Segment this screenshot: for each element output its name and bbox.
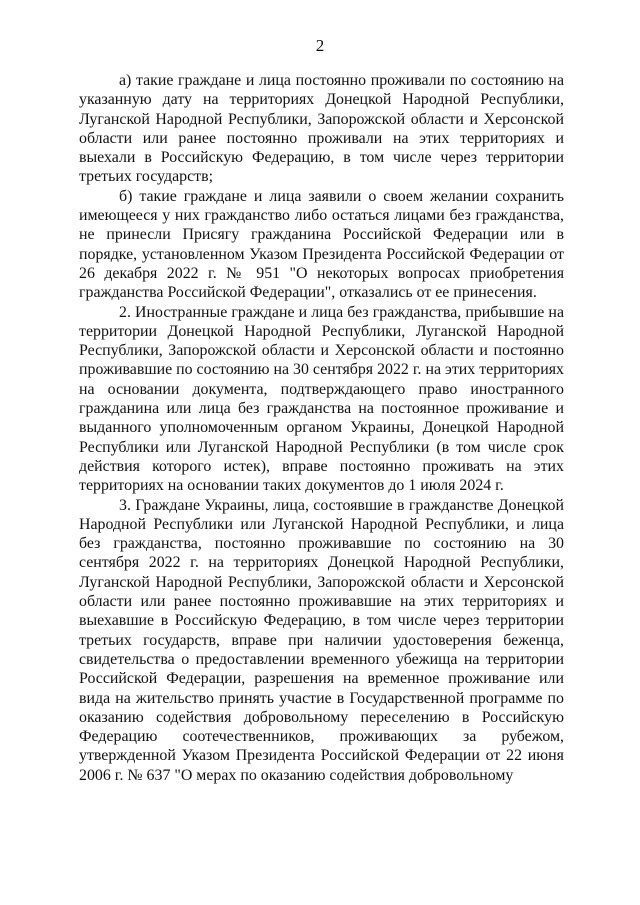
page-number: 2 xyxy=(315,36,325,55)
paragraph-a: а) такие граждане и лица постоянно проживали по состоянию на указанную дату на территориях Донецкой Народной Республики, Луганской Народной Республики, Запорожской области и Херсонской области или ранее постоянно проживали на этих территориях и выехали в Российскую Федерацию, в том числе через территории третьих государств; xyxy=(79,72,564,186)
paragraph-3: 3. Граждане Украины, лица, состоявшие в гражданстве Донецкой Народной Республики или Луганской Народной Республики, и лица без гражданства, постоянно проживавшие по состоянию на 30 сентября 2022 г. на территориях Донецкой Народной Республики, Луганской Народной Республики, Запорожской области и Херсонской области или ранее постоянно проживавшие на этих территориях и выехавшие в Российскую Федерацию, в том числе через территории третьих государств, вправе при наличии удостоверения беженца, свидетельства о предоставлении временного убежища на территории Российской Федерации, разрешения на временное проживание или вида на жительство принять участие в Государственной программе по оказанию содействия добровольному переселению в Российскую Федерацию соотечественников, проживающих за рубежом, утвержденной Указом Президента Российской Федерации от 22 июня 2006 г. № 637 "О мерах по оказанию содействия добровольному xyxy=(79,496,564,784)
paragraph-2: 2. Иностранные граждане и лица без гражданства, прибывшие на территории Донецкой Народной Республики, Луганской Народной Республики, Запорожской области и Херсонской области и постоянно проживавшие по состоянию на 30 сентября 2022 г. на этих территориях на основании документа, подтверждающего право иностранного гражданина или лица без гражданства на постоянное проживание и выданного уполномоченным органом Украины, Донецкой Народной Республики или Луганской Народной Республики (в том числе срок действия которого истек), вправе постоянно проживать на этих территориях на основании таких документов до 1 июля 2024 г. xyxy=(79,303,564,495)
paragraph-b: б) такие граждане и лица заявили о своем желании сохранить имеющееся у них гражданство либо остаться лицами без гражданства, не принесли Присягу гражданина Российской Федерации или в порядке, установленном Указом Президента Российской Федерации от 26 декабря 2022 г. № 951 "О некоторых вопросах приобретения гражданства Российской Федерации", отказались от ее принесения. xyxy=(79,187,564,302)
document-body xyxy=(79,71,564,785)
